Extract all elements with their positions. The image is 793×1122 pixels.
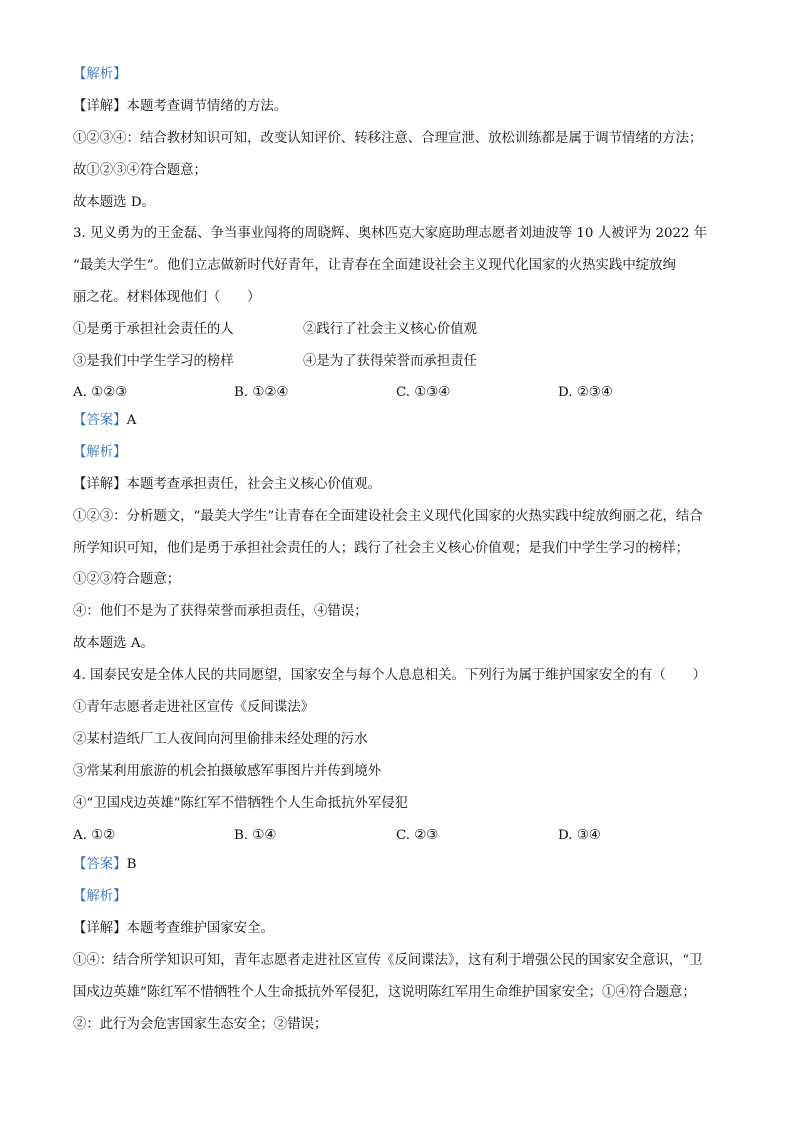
question-4-item: ②某村造纸厂工人夜间向河里偷排未经处理的污水: [73, 732, 368, 747]
option-b: B. ①②④: [234, 385, 289, 400]
explanation-line: 国戍边英雄”陈红军不惜牺牲个人生命抵抗外军侵犯，这说明陈红军用生命维护国家安全；①④符合题意；: [73, 985, 696, 1000]
conclusion-line: 故本题选 D。: [73, 195, 155, 210]
explanation-line: ④：他们不是为了获得荣誉而承担责任，④错误；: [73, 604, 368, 619]
explanation-line: ①②③：分析题文，“最美大学生”让青春在全面建设社会主义现代化国家的火热实践中绽放绚丽之花，结合: [73, 509, 703, 524]
answer-value: B: [126, 857, 137, 872]
detail-line: 【详解】本题考查调节情绪的方法。: [73, 99, 288, 114]
option-d: D. ③④: [558, 828, 601, 843]
question-3-item: ①是勇于承担社会责任的人: [73, 322, 234, 337]
option-a: A. ①②: [73, 828, 116, 843]
answer-value: A: [126, 413, 137, 428]
option-c: C. ②③: [396, 828, 439, 843]
detail-line: 【详解】本题考查承担责任，社会主义核心价值观。: [73, 477, 381, 492]
option-a: A. ①②③: [73, 385, 128, 400]
question-3-item: ③是我们中学生学习的榜样: [73, 354, 234, 369]
option-c: C. ①③④: [396, 385, 451, 400]
answer-label: 【答案】: [73, 413, 127, 428]
detail-line: 【详解】本题考查维护国家安全。: [73, 921, 274, 936]
conclusion-line: 故本题选 A。: [73, 636, 154, 651]
question-4-item: ④“卫国戍边英雄”陈红军不惜牺牲个人生命抵抗外军侵犯: [73, 796, 409, 811]
explanation-line: ①②③符合题意；: [73, 572, 181, 587]
question-4-stem: 4. 国泰民安是全体人民的共同愿望，国家安全与每个人息息相关。下列行为属于维护国家安全的有（ ）: [73, 668, 706, 683]
answer-line: [73, 855, 136, 875]
question-3-stem: “最美大学生”。他们立志做新时代好青年，让青春在全面建设社会主义现代化国家的火热实践中绽放绚: [73, 258, 676, 273]
question-3-stem: 3. 见义勇为的王金磊、争当事业闯将的周晓辉、奥林匹克大家庭助理志愿者刘迪波等 10 人被评为 2022 年: [73, 226, 708, 241]
question-4-item: ③常某利用旅游的机会拍摄敏感军事图片并传到境外: [73, 764, 381, 779]
option-d: D. ②③④: [558, 385, 613, 400]
question-3-item: ④是为了获得荣誉而承担责任: [303, 354, 478, 369]
explanation-line: ①②③④：结合教材知识可知，改变认知评价、转移注意、合理宣泄、放松训练都是属于调节情绪的方法；: [73, 131, 703, 146]
question-3-item: ②践行了社会主义核心价值观: [303, 322, 478, 337]
analysis-label: 【解析】: [73, 889, 127, 904]
question-3-stem: 丽之花。材料体现他们（ ）: [73, 290, 261, 305]
answer-line: [73, 411, 136, 431]
explanation-line: ②：此行为会危害国家生态安全；②错误；: [73, 1017, 328, 1032]
explanation-line: 故①②③④符合题意；: [73, 163, 207, 178]
analysis-label: 【解析】: [73, 445, 127, 460]
answer-label: 【答案】: [73, 857, 127, 872]
explanation-line: 所学知识可知，他们是勇于承担社会责任的人；践行了社会主义核心价值观；是我们中学生学习的榜样；: [73, 541, 689, 556]
analysis-label: 【解析】: [73, 67, 127, 82]
question-4-item: ①青年志愿者走进社区宣传《反间谍法》: [73, 700, 315, 715]
option-b: B. ①④: [234, 828, 277, 843]
explanation-line: ①④：结合所学知识可知，青年志愿者走进社区宣传《反间谍法》，这有利于增强公民的国家安全意识，“卫: [73, 953, 703, 968]
